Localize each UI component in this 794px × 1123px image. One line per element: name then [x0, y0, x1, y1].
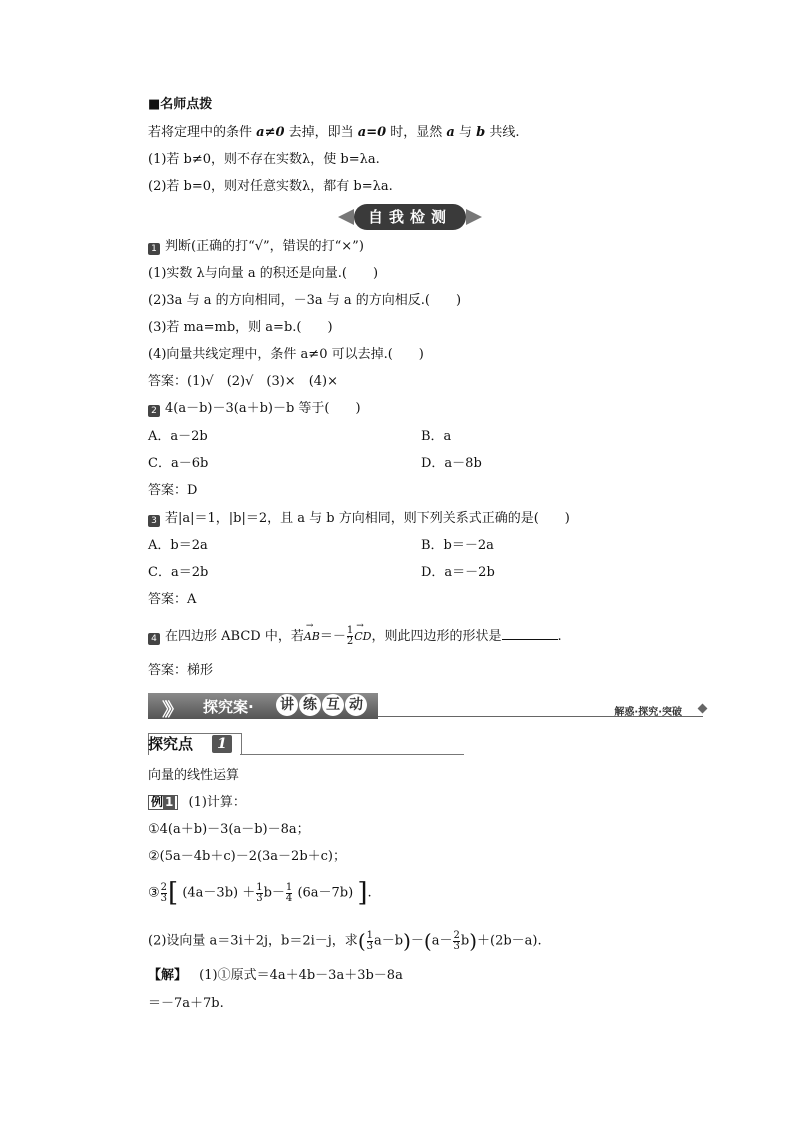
expr-3 [148, 876, 372, 911]
q1-number-badge: 1 [148, 243, 160, 255]
expr-3-body: (4a－3b) ＋ [182, 885, 256, 901]
vector-ab: → AB [304, 626, 320, 648]
expr-1: ①4(a＋b)－3(a－b)－8a； [148, 822, 310, 837]
header-underline [240, 754, 464, 755]
paren: ( [357, 929, 366, 953]
frac-denominator: 3 [160, 892, 168, 904]
q4-number-badge: 4 [148, 633, 160, 645]
q1-item-3: (3)若 ma=mb，则 a=b.( ) [148, 320, 333, 335]
banner-left-wing [338, 209, 354, 225]
expr-3-tail: (6a－7b) [297, 885, 354, 901]
solution-label: 【解】 [148, 968, 188, 983]
frac-denominator: 3 [366, 940, 373, 952]
tip-var: b [476, 125, 486, 140]
frac-numerator: 1 [346, 625, 354, 636]
section-banner [148, 693, 708, 719]
explore-topic: 向量的线性运算 [148, 768, 240, 783]
q3-stem [148, 510, 570, 528]
self-check-title: 自我检测 [354, 204, 466, 230]
part2-end: ＋(2b－a). [477, 933, 542, 949]
tip-item-1: (1)若 b≠0，则不存在实数λ，使 b=λa. [148, 152, 380, 167]
right-bracket: ] [357, 878, 368, 908]
frac-1-3 [256, 883, 262, 904]
tip-var: a [446, 125, 455, 140]
q4-answer: 答案：梯形 [148, 663, 214, 678]
frac-1-4 [286, 883, 292, 904]
q1-item-2: (2)3a 与 a 的方向相同，－3a 与 a 的方向相反.( ) [148, 293, 462, 308]
q3-answer: 答案：A [148, 592, 197, 607]
tip-text: 时，显然 [386, 125, 447, 140]
part2-minus: － [410, 933, 424, 949]
answer-blank [502, 627, 558, 640]
q1-stem [148, 238, 364, 256]
part2-text: (2)设向量 a＝3i＋2j，b＝2i－j，求 [148, 933, 358, 949]
solution-line-1 [148, 967, 403, 985]
tip-text: 共线. [485, 125, 520, 140]
self-check-banner [336, 204, 484, 230]
example-badge [148, 795, 178, 810]
example-label: 例 [151, 795, 164, 809]
q4-fraction [347, 626, 353, 647]
q1-item-1: (1)实数 λ与向量 a 的积还是向量.( ) [148, 266, 379, 281]
q2-number-badge: 2 [148, 405, 160, 417]
q2-stem [148, 400, 361, 418]
q2-option-a: A．a－2b [148, 429, 208, 444]
q1-stem-text: 判断(正确的打“√”，错误的打“×”) [165, 239, 364, 254]
tip-text: 若将定理中的条件 [148, 125, 257, 140]
explore-point-number: 1 [212, 735, 232, 753]
q3-stem-text: 若|a|＝1，|b|＝2，且 a 与 b 方向相同，则下列关系式正确的是( ) [165, 511, 570, 526]
banner-right-wing [466, 209, 482, 225]
circle-char: 练 [299, 694, 321, 716]
explore-point-header [148, 733, 464, 755]
frac-denominator: 4 [285, 892, 293, 904]
q3-option-b: B．b＝－2a [421, 538, 494, 553]
chevron-icon: 》》 [162, 700, 177, 721]
section-title: 探究案· [203, 698, 254, 716]
tip-heading: ■名师点拨 [148, 97, 213, 112]
section-circles [276, 694, 368, 716]
tip-cond: a=0 [357, 125, 387, 140]
left-bracket: [ [168, 878, 179, 908]
part2-term: b [460, 933, 470, 949]
frac-denominator: 3 [453, 940, 460, 952]
frac-numerator: 2 [160, 881, 168, 893]
tip-text: 去掉，即当 [284, 125, 358, 140]
solution-line-2: ＝－7a＋7b. [148, 996, 224, 1011]
frac-numerator: 1 [366, 929, 373, 941]
q2-option-d: D．a－8b [421, 456, 482, 471]
q1-answer: 答案：(1)√ (2)√ (3)× (4)× [148, 374, 339, 389]
expr-3-prefix: ③ [148, 885, 160, 901]
example-1-line [148, 794, 246, 812]
explore-point-label: 探究点 [148, 735, 194, 753]
part2-term: a－ [431, 933, 453, 949]
vector-cd: → CD [354, 626, 371, 648]
diamond-icon [698, 704, 708, 714]
q4-stem-text: ，则此四边形的形状是 [371, 629, 502, 644]
frac-numerator: 1 [256, 881, 263, 893]
tip-text: 与 [454, 125, 477, 140]
tip-line1 [148, 124, 519, 142]
frac-denominator: 3 [256, 892, 263, 904]
solution-text: (1)①原式＝4a＋4b－3a＋3b－8a [199, 968, 403, 983]
expr-2: ②(5a－4b＋c)－2(3a－2b＋c)； [148, 849, 347, 864]
q3-option-c: C．a＝2b [148, 565, 209, 580]
expr-3-end: . [367, 885, 372, 901]
circle-char: 互 [322, 694, 344, 716]
frac-denominator: 2 [346, 636, 354, 647]
q2-option-c: C．a－6b [148, 456, 209, 471]
paren: ( [423, 929, 432, 953]
expr-3-mid: b－ [263, 885, 285, 901]
tip-cond: a≠0 [256, 125, 285, 140]
q4-stem [148, 626, 562, 648]
tip-item-2: (2)若 b=0，则对任意实数λ，都有 b=λa. [148, 179, 393, 194]
section-subtitle: 解惑·探究·突破 [614, 707, 682, 718]
q3-number-badge: 3 [148, 515, 160, 527]
paren: ) [403, 929, 411, 953]
frac-1-3 [367, 931, 373, 952]
frac-2-3 [161, 883, 167, 904]
circle-char: 讲 [276, 694, 298, 716]
frac-numerator: 2 [453, 929, 460, 941]
circle-char: 动 [345, 694, 367, 716]
part2-term: a－b [374, 933, 404, 949]
q3-option-a: A．b＝2a [148, 538, 208, 553]
q4-stem-text: 在四边形 ABCD 中，若 [165, 629, 304, 644]
frac-numerator: 1 [285, 881, 293, 893]
part2-line [148, 926, 542, 957]
q4-end: . [557, 629, 562, 644]
q1-item-4: (4)向量共线定理中，条件 a≠0 可以去掉.( ) [148, 347, 424, 362]
q4-eq: ＝－ [319, 629, 346, 644]
q3-option-d: D．a＝－2b [421, 565, 495, 580]
paren: ) [469, 929, 477, 953]
q2-option-b: B．a [421, 429, 452, 444]
example-number: 1 [165, 795, 174, 809]
frac-2-3 [453, 931, 459, 952]
example-part1: (1)计算： [188, 795, 246, 810]
q2-stem-text: 4(a－b)－3(a＋b)－b 等于( ) [165, 401, 361, 416]
q2-answer: 答案：D [148, 483, 198, 498]
